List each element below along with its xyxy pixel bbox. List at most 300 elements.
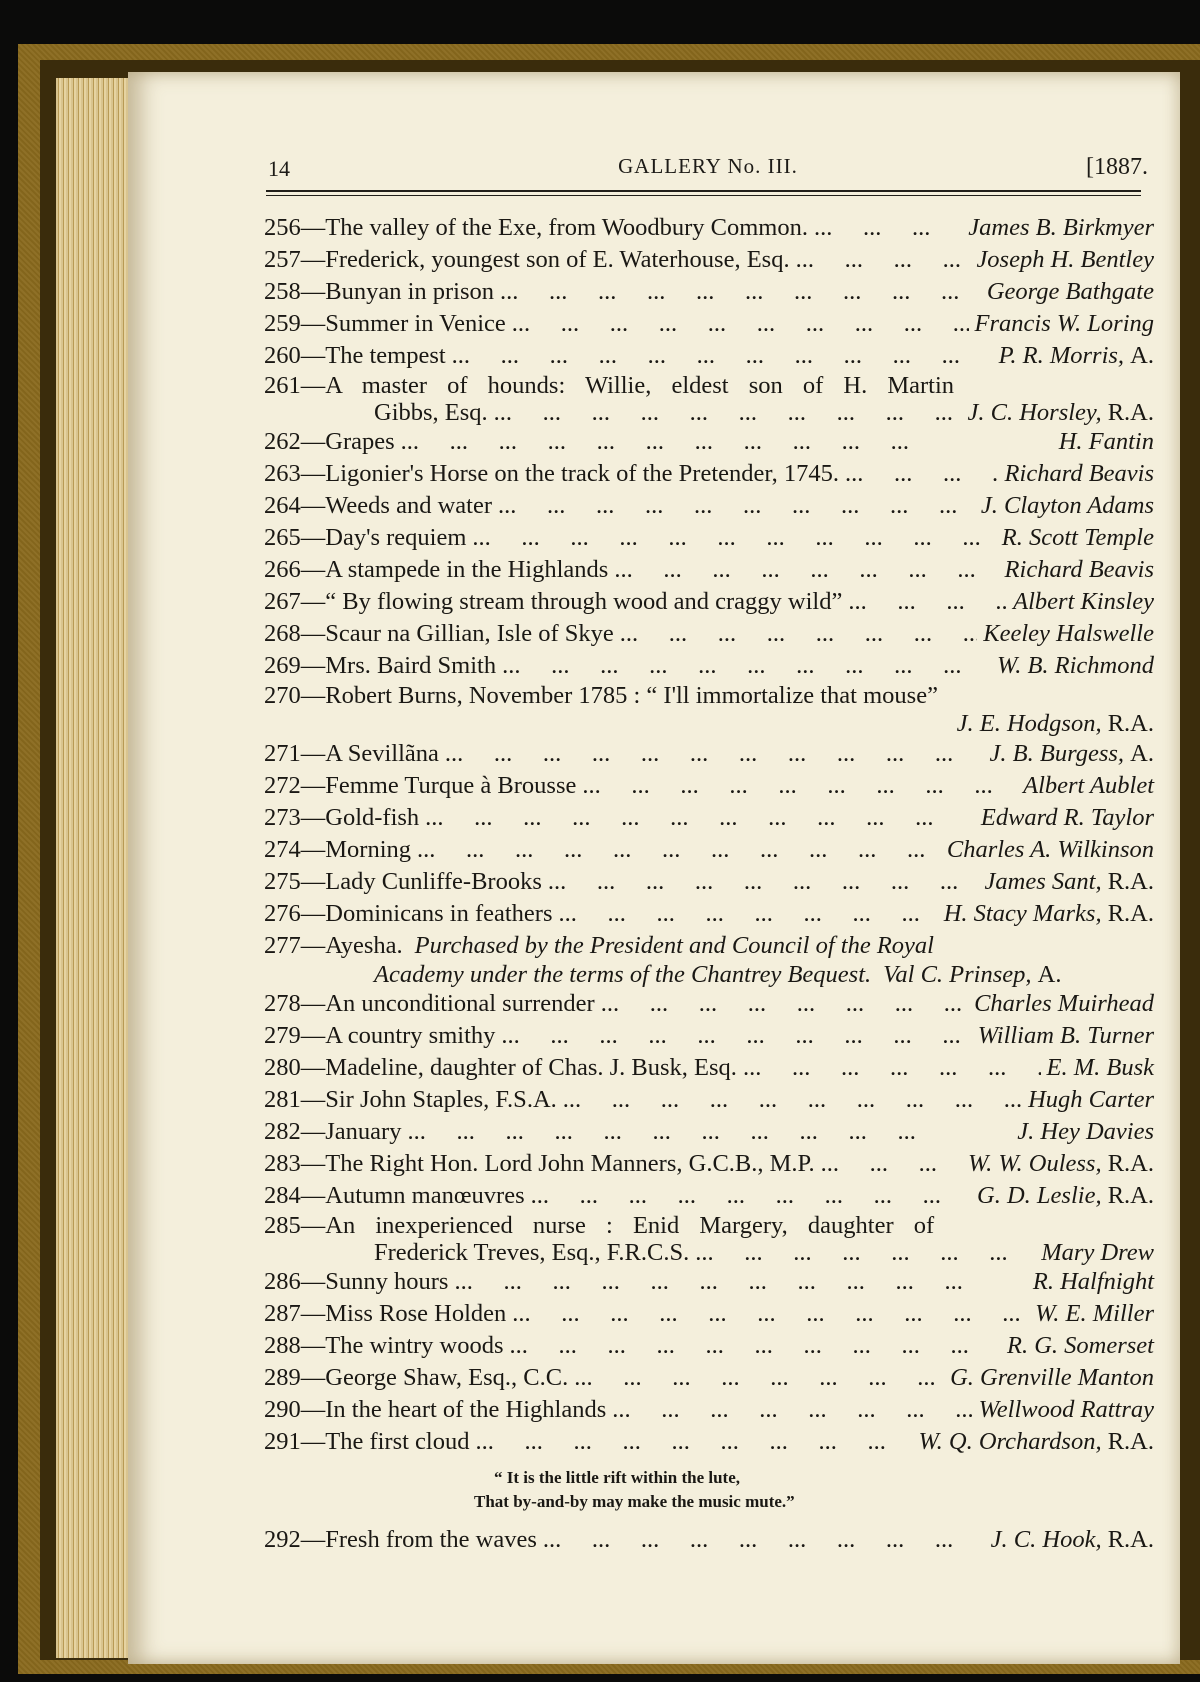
entry-artist-name: Richard Beavis <box>1004 460 1154 487</box>
entry-artist-name: R. Halfnight <box>1032 1268 1154 1295</box>
entry-number: 258 <box>264 278 301 305</box>
entry-artist <box>883 962 1061 988</box>
entry-title: The wintry woods <box>325 1332 504 1359</box>
entry-number: 257 <box>264 246 301 273</box>
entry-artist-name: J. C. Hook, <box>990 1526 1102 1553</box>
leader-dots <box>501 1020 971 1052</box>
entry-artist <box>981 802 1154 834</box>
leader-dots <box>821 1148 962 1180</box>
entry-artist-suffix: A. <box>1130 342 1154 369</box>
entry-number: 290 <box>264 1396 301 1423</box>
entry-dash: — <box>300 1150 326 1177</box>
entry-number-block <box>264 426 325 458</box>
entry-artist-name: W. E. Miller <box>1035 1300 1154 1327</box>
entry-dash: — <box>300 1022 326 1049</box>
entry-dash: — <box>300 1086 326 1113</box>
entry-dash: — <box>300 428 326 455</box>
leader-dots <box>502 650 991 682</box>
leader-dots <box>531 1180 971 1212</box>
entry-number: 277 <box>264 932 301 959</box>
catalogue-entry <box>264 340 1154 372</box>
entry-artist-name: William B. Turner <box>977 1022 1154 1049</box>
leader-dots <box>845 458 999 490</box>
leader-dots <box>614 554 998 586</box>
catalogue-entry <box>264 244 1154 276</box>
entry-number-block <box>264 898 325 930</box>
entry-title: Ayesha. <box>325 932 403 959</box>
entry-dash: — <box>300 214 326 241</box>
entry-title: In the heart of the Highlands <box>325 1396 607 1423</box>
entry-dash: — <box>300 588 326 615</box>
entry-artist-name: J. Clayton Adams <box>980 492 1154 519</box>
entry-title: A master of hounds: Willie, eldest son of H. Martin <box>325 372 955 399</box>
entry-dash: — <box>300 492 326 519</box>
entry-dash: — <box>300 932 326 959</box>
catalogue-entry <box>264 1052 1154 1084</box>
entry-artist-name: Keeley Halswelle <box>983 620 1154 647</box>
entry-number-block <box>264 770 325 802</box>
catalogue-entry <box>264 1020 1154 1052</box>
entry-number: 275 <box>264 868 301 895</box>
entry-number-block <box>264 1148 325 1180</box>
catalogue-entry <box>264 212 1154 244</box>
entry-dash: — <box>300 652 326 679</box>
entry-title: Miss Rose Holden <box>325 1300 507 1327</box>
entry-number: 262 <box>264 428 301 455</box>
catalogue-entry <box>264 618 1154 650</box>
entry-title: Sunny hours <box>325 1268 449 1295</box>
entry-artist <box>997 650 1154 682</box>
entry-dash: — <box>300 524 326 551</box>
catalogue-entry <box>264 1116 1154 1148</box>
leader-dots <box>512 1298 1029 1330</box>
leader-dots <box>494 400 962 426</box>
entry-number-block <box>264 1116 325 1148</box>
entry-dash: — <box>300 682 326 709</box>
leader-dots <box>512 308 969 340</box>
leader-dots <box>743 1052 1041 1084</box>
leader-dots <box>601 988 968 1020</box>
entry-artist-name: R. Scott Temple <box>1001 524 1154 551</box>
catalogue-list <box>264 212 1154 1556</box>
entry-number: 288 <box>264 1332 301 1359</box>
entry-number: 263 <box>264 460 301 487</box>
entry-title: Femme Turque à Brousse <box>325 772 577 799</box>
entry-number-block <box>264 1394 325 1426</box>
entry-artist-name: G. D. Leslie, <box>977 1182 1102 1209</box>
entry-dash: — <box>300 1268 326 1295</box>
entry-dash: — <box>300 1118 326 1145</box>
entry-artist-name: H. Fantin <box>1058 428 1154 455</box>
entry-dash: — <box>300 342 326 369</box>
entry-number: 271 <box>264 740 301 767</box>
entry-artist-suffix: R.A. <box>1107 868 1154 895</box>
entry-title-continued: Gibbs, Esq. <box>374 399 488 426</box>
entry-artist-name: George Bathgate <box>986 278 1154 305</box>
entry-number: 286 <box>264 1268 301 1295</box>
catalogue-entry <box>264 988 1154 1020</box>
entry-number-block <box>264 1020 325 1052</box>
catalogue-entry <box>264 866 1154 898</box>
entry-number: 261 <box>264 372 301 399</box>
entry-title: Lady Cunliffe-Brooks <box>325 868 542 895</box>
leader-dots <box>620 618 977 650</box>
entry-dash: — <box>300 460 326 487</box>
entry-artist <box>1005 554 1154 586</box>
catalogue-entry <box>264 770 1154 802</box>
entry-artist <box>1028 1084 1154 1116</box>
entry-title: George Shaw, Esq., C.C. <box>325 1364 569 1391</box>
entry-number-block <box>264 308 325 340</box>
catalogue-entry <box>264 522 1154 554</box>
leader-dots <box>510 1330 1001 1362</box>
entry-dash: — <box>300 1332 326 1359</box>
entry-number: 280 <box>264 1054 301 1081</box>
entry-artist-suffix: A. <box>1130 740 1154 767</box>
catalogue-entry <box>264 930 1154 988</box>
leader-dots <box>425 802 975 834</box>
catalogue-entry <box>264 1180 1154 1212</box>
entry-artist-name: Hugh Carter <box>1028 1086 1154 1113</box>
entry-artist <box>947 834 1154 866</box>
entry-artist <box>1059 426 1154 458</box>
entry-title: Scaur na Gillian, Isle of Skye <box>325 620 614 647</box>
entry-artist-name: W. B. Richmond <box>997 652 1154 679</box>
entry-artist <box>1035 1298 1154 1330</box>
entry-dash: — <box>300 278 326 305</box>
entry-number-block <box>264 522 325 554</box>
entry-number-block <box>264 650 325 682</box>
entry-artist <box>1041 1240 1154 1266</box>
entry-number-block <box>264 244 325 276</box>
entry-dash: — <box>300 1428 326 1455</box>
entry-title: Weeds and water <box>325 492 492 519</box>
entry-number-block <box>264 1212 325 1240</box>
entry-title: A country smithy <box>325 1022 496 1049</box>
catalogue-entry <box>264 586 1154 618</box>
entry-number-block <box>264 1298 325 1330</box>
entry-artist <box>968 1148 1154 1180</box>
gallery-title: GALLERY No. III. <box>618 154 798 178</box>
entry-title: A stampede in the Highlands <box>325 556 609 583</box>
leader-dots <box>401 426 1053 458</box>
leader-dots <box>695 1240 1035 1266</box>
entry-number: 264 <box>264 492 301 519</box>
entry-artist <box>1007 1330 1154 1362</box>
leader-dots <box>476 1426 913 1458</box>
catalogue-entry <box>264 682 1154 738</box>
entry-artist <box>1017 1116 1154 1148</box>
entry-number: 270 <box>264 682 301 709</box>
catalogue-entry <box>264 898 1154 930</box>
entry-number: 260 <box>264 342 301 369</box>
entry-title: The valley of the Exe, from Woodbury Common. <box>325 214 808 241</box>
entry-number: 259 <box>264 310 301 337</box>
entry-dash: — <box>300 372 326 399</box>
entry-artist-suffix: R.A. <box>1107 399 1154 426</box>
entry-number: 284 <box>264 1182 301 1209</box>
entry-number: 287 <box>264 1300 301 1327</box>
entry-title-continued: Frederick Treves, Esq., F.R.C.S. <box>374 1239 690 1266</box>
entry-artist-name: Albert Aublet <box>1023 772 1154 799</box>
entry-number-block <box>264 372 325 400</box>
catalogue-entry <box>264 1426 1154 1458</box>
catalogue-entry <box>264 426 1154 458</box>
entry-title: The Right Hon. Lord John Manners, G.C.B., M.P. <box>325 1150 815 1177</box>
entry-artist <box>950 1362 1154 1394</box>
entry-dash: — <box>300 804 326 831</box>
page-edges <box>56 78 136 1658</box>
entry-number: 285 <box>264 1212 301 1239</box>
entry-number-block <box>264 586 325 618</box>
entry-number-block <box>264 930 325 962</box>
entry-number: 283 <box>264 1150 301 1177</box>
entry-artist-name: Albert Kinsley <box>1013 588 1154 615</box>
entry-artist-name: James B. Birkmyer <box>968 214 1154 241</box>
catalogue-entry <box>264 308 1154 340</box>
entry-artist-name: J. C. Horsley, <box>967 399 1102 426</box>
page-number: 14 <box>268 156 290 181</box>
entry-artist <box>974 988 1154 1020</box>
entry-number-block <box>264 554 325 586</box>
entry-number-block <box>264 1426 325 1458</box>
catalogue-entry <box>264 1394 1154 1426</box>
entry-artist-name: Edward R. Taylor <box>980 804 1154 831</box>
entry-artist <box>979 1394 1154 1426</box>
catalogue-entry <box>264 372 1154 426</box>
entry-artist <box>975 308 1154 340</box>
entry-title: An inexperienced nurse : Enid Margery, daughter of <box>325 1212 935 1239</box>
entry-artist-name: Francis W. Loring <box>974 310 1154 337</box>
entry-dash: — <box>300 1054 326 1081</box>
entry-artist-suffix: A. <box>1037 961 1062 988</box>
entry-artist <box>918 1426 1154 1458</box>
entry-title: Sir John Staples, F.S.A. <box>325 1086 557 1113</box>
leader-dots <box>500 276 981 308</box>
catalogue-entry <box>264 1330 1154 1362</box>
entry-artist-suffix: R.A. <box>1107 1428 1154 1455</box>
entry-artist <box>976 244 1154 276</box>
entry-number-block <box>264 276 325 308</box>
catalogue-entry <box>264 554 1154 586</box>
entry-title: A Sevillãna <box>325 740 439 767</box>
leader-dots <box>582 770 1017 802</box>
leader-dots <box>848 586 1007 618</box>
entry-number: 273 <box>264 804 301 831</box>
header-rule-top <box>266 190 1141 192</box>
entry-artist <box>981 490 1154 522</box>
entry-number-block <box>264 682 325 710</box>
entry-artist-name: Wellwood Rattray <box>978 1396 1154 1423</box>
catalogue-entry <box>264 1084 1154 1116</box>
entry-number-block <box>264 834 325 866</box>
entry-number: 282 <box>264 1118 301 1145</box>
entry-artist-name: Richard Beavis <box>1004 556 1154 583</box>
entry-number-block <box>264 1330 325 1362</box>
entry-artist-name: James Sant, <box>984 868 1102 895</box>
entry-dash: — <box>300 1182 326 1209</box>
entry-title: An unconditional surrender <box>325 990 595 1017</box>
entry-artist-name: Charles A. Wilkinson <box>946 836 1154 863</box>
entry-number: 272 <box>264 772 301 799</box>
entry-artist <box>1023 770 1154 802</box>
entry-number: 276 <box>264 900 301 927</box>
entry-title: January <box>325 1118 402 1145</box>
entry-artist-suffix: R.A. <box>1107 1182 1154 1209</box>
entry-artist <box>1013 586 1154 618</box>
catalogue-entry <box>264 1524 1154 1556</box>
entry-number: 267 <box>264 588 301 615</box>
entry-dash: — <box>300 836 326 863</box>
entry-note-continued: Academy under the terms of the Chantrey Bequest. <box>374 961 872 988</box>
entry-title: Fresh from the waves <box>325 1526 537 1553</box>
entry-number-block <box>264 866 325 898</box>
entry-number: 278 <box>264 990 301 1017</box>
entry-number: 279 <box>264 1022 301 1049</box>
leader-dots <box>407 1116 1011 1148</box>
leader-dots <box>559 898 938 930</box>
leader-dots <box>454 1266 1026 1298</box>
entry-number-block <box>264 1052 325 1084</box>
entry-artist <box>999 340 1154 372</box>
entry-dash: — <box>300 990 326 1017</box>
quote-line-2: That by-and-by may make the music mute.” <box>474 1492 795 1511</box>
catalogue-entry <box>264 1148 1154 1180</box>
entry-dash: — <box>300 556 326 583</box>
entry-title: Day's requiem <box>325 524 467 551</box>
entry-note: Purchased by the President and Council of the Royal <box>414 932 934 959</box>
entry-title: Bunyan in prison <box>325 278 495 305</box>
entry-artist-suffix: R.A. <box>1107 1526 1154 1553</box>
catalogue-entry <box>264 1298 1154 1330</box>
entry-dash: — <box>300 1526 326 1553</box>
entry-title: Robert Burns, November 1785 : “ I'll immortalize that mouse” <box>325 682 938 709</box>
leader-dots <box>563 1084 1022 1116</box>
entry-artist-name: W. Q. Orchardson, <box>918 1428 1102 1455</box>
entry-number-block <box>264 802 325 834</box>
entry-dash: — <box>300 1364 326 1391</box>
entry-number: 274 <box>264 836 301 863</box>
catalogue-entry <box>264 490 1154 522</box>
entry-title: Mrs. Baird Smith <box>325 652 497 679</box>
entry-artist-name: J. E. Hodgson, <box>956 710 1102 737</box>
entry-dash: — <box>300 1212 326 1239</box>
catalogue-entry <box>264 1266 1154 1298</box>
entry-title: Frederick, youngest son of E. Waterhouse, Esq. <box>325 246 790 273</box>
entry-number-block <box>264 458 325 490</box>
entry-title: “ By flowing stream through wood and craggy wild” <box>325 588 843 615</box>
entry-artist-suffix: R.A. <box>1107 900 1154 927</box>
entry-number-block <box>264 988 325 1020</box>
leader-dots <box>814 212 962 244</box>
entry-artist-name: P. R. Morris, <box>998 342 1125 369</box>
leader-dots <box>417 834 941 866</box>
catalogue-entry <box>264 802 1154 834</box>
page-header <box>268 152 1148 186</box>
entry-artist <box>987 276 1154 308</box>
entry-number-block <box>264 1362 325 1394</box>
catalogue-entry <box>264 1362 1154 1394</box>
leader-dots <box>574 1362 944 1394</box>
entry-artist <box>1005 458 1154 490</box>
catalogue-entry <box>264 276 1154 308</box>
leader-dots <box>472 522 995 554</box>
entry-artist-name: W. W. Ouless, <box>967 1150 1102 1177</box>
catalogue-entry <box>264 738 1154 770</box>
entry-artist <box>1033 1266 1154 1298</box>
leader-dots <box>498 490 975 522</box>
entry-dash: — <box>300 1396 326 1423</box>
entry-number-block <box>264 212 325 244</box>
entry-artist <box>1002 522 1154 554</box>
entry-artist <box>985 866 1154 898</box>
entry-dash: — <box>300 868 326 895</box>
entry-number-block <box>264 1084 325 1116</box>
entry-number: 291 <box>264 1428 301 1455</box>
entry-number-block <box>264 490 325 522</box>
entry-artist-name: R. G. Somerset <box>1007 1332 1154 1359</box>
entry-artist <box>990 738 1154 770</box>
entry-dash: — <box>300 310 326 337</box>
entry-artist <box>991 1524 1154 1556</box>
entry-title: Gold-fish <box>325 804 420 831</box>
entry-title: The tempest <box>325 342 446 369</box>
catalogue-entry <box>264 650 1154 682</box>
entry-number-block <box>264 1524 325 1556</box>
entry-title: Madeline, daughter of Chas. J. Busk, Esq. <box>325 1054 737 1081</box>
entry-artist <box>983 618 1154 650</box>
entry-artist-name: Charles Muirhead <box>974 990 1154 1017</box>
entry-number: 292 <box>264 1526 301 1553</box>
entry-artist <box>1047 1052 1155 1084</box>
entry-artist-name: Val C. Prinsep, <box>883 961 1032 988</box>
entry-number: 289 <box>264 1364 301 1391</box>
catalogue-entry <box>264 834 1154 866</box>
entry-title: Ligonier's Horse on the track of the Pretender, 1745. <box>325 460 839 487</box>
entry-number-block <box>264 738 325 770</box>
catalogue-entry <box>264 458 1154 490</box>
leader-dots <box>612 1394 972 1426</box>
entry-artist-name: E. M. Busk <box>1046 1054 1154 1081</box>
entry-artist-name: J. Hey Davies <box>1017 1118 1154 1145</box>
leader-dots <box>452 340 993 372</box>
entry-number: 269 <box>264 652 301 679</box>
entry-artist-name: J. B. Burgess, <box>989 740 1125 767</box>
entry-number: 268 <box>264 620 301 647</box>
leader-dots <box>445 738 984 770</box>
entry-artist-suffix: R.A. <box>1107 710 1154 737</box>
entry-number: 265 <box>264 524 301 551</box>
entry-artist <box>978 1020 1154 1052</box>
entry-artist-suffix: R.A. <box>1107 1150 1154 1177</box>
entry-dash: — <box>300 740 326 767</box>
entry-number-block <box>264 340 325 372</box>
leader-dots <box>796 244 971 276</box>
entry-artist <box>944 898 1154 930</box>
entry-number-block <box>264 618 325 650</box>
entry-artist-name: G. Grenville Manton <box>950 1364 1154 1391</box>
entry-artist <box>977 1180 1154 1212</box>
quote-line-1: “ It is the little rift within the lute, <box>494 1468 740 1487</box>
entry-artist-name: H. Stacy Marks, <box>943 900 1102 927</box>
leader-dots <box>548 866 979 898</box>
entry-number: 281 <box>264 1086 301 1113</box>
entry-dash: — <box>300 900 326 927</box>
entry-title: Dominicans in feathers <box>325 900 553 927</box>
entry-dash: — <box>300 620 326 647</box>
leader-dots <box>543 1524 985 1556</box>
entry-title: Grapes <box>325 428 395 455</box>
